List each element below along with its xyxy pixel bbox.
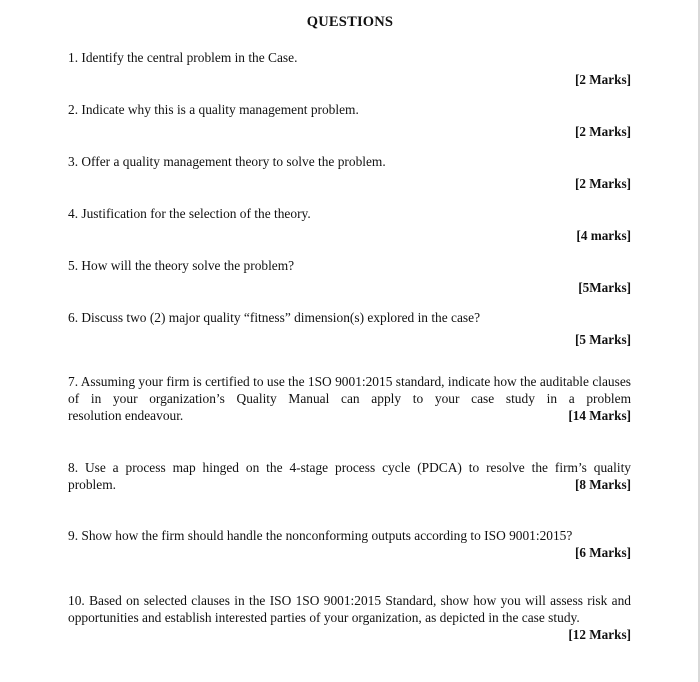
question-marks: [6 Marks] <box>574 545 631 560</box>
question-9 <box>68 527 631 561</box>
question-5 <box>68 257 631 296</box>
page-title: QUESTIONS <box>306 14 394 30</box>
question-text: 9. Show how the firm should handle the nonconforming outputs according to ISO 9001:2015? <box>68 528 573 543</box>
question-text: 1. Identify the central problem in the Case. <box>68 50 298 65</box>
question-text-last: problem. <box>68 477 116 492</box>
question-6 <box>68 309 631 348</box>
question-marks: [2 Marks] <box>574 124 631 139</box>
question-marks: [12 Marks] <box>568 627 631 642</box>
question-text-last: resolution endeavour. <box>68 408 184 423</box>
question-last-line <box>68 407 631 424</box>
question-text: 3. Offer a quality management theory to solve the problem. <box>68 154 386 169</box>
question-marks: [5Marks] <box>578 280 631 295</box>
question-2 <box>68 101 631 140</box>
question-text: 2. Indicate why this is a quality management problem. <box>68 102 359 117</box>
question-10 <box>68 592 631 643</box>
question-marks: [2 Marks] <box>574 176 631 191</box>
question-marks: [8 Marks] <box>574 477 631 492</box>
question-text: 8. Use a process map hinged on the 4-stage process cycle (PDCA) to resolve the firm’s quality <box>68 460 631 475</box>
question-text: 4. Justification for the selection of the theory. <box>68 206 311 221</box>
question-marks: [14 Marks] <box>568 408 631 423</box>
question-1 <box>68 49 631 88</box>
question-4 <box>68 205 631 244</box>
question-3 <box>68 153 631 192</box>
question-8 <box>68 459 631 493</box>
question-marks: [4 marks] <box>576 228 631 243</box>
question-text: 6. Discuss two (2) major quality “fitness” dimension(s) explored in the case? <box>68 310 481 325</box>
question-text: 5. How will the theory solve the problem? <box>68 258 295 273</box>
question-last-line <box>68 476 631 493</box>
question-7 <box>68 373 631 424</box>
question-text: 10. Based on selected clauses in the ISO 1SO 9001:2015 Standard, show how you will assess risk and opportunities and establish interested parties of your organization, as depicted in the case study. <box>68 593 631 625</box>
question-text: 7. Assuming your firm is certified to use the 1SO 9001:2015 standard, indicate how the auditable clauses of in your organization’s Quality Manual can apply to your case study in a problem <box>68 374 631 406</box>
question-marks: [5 Marks] <box>574 332 631 347</box>
question-marks: [2 Marks] <box>574 72 631 87</box>
